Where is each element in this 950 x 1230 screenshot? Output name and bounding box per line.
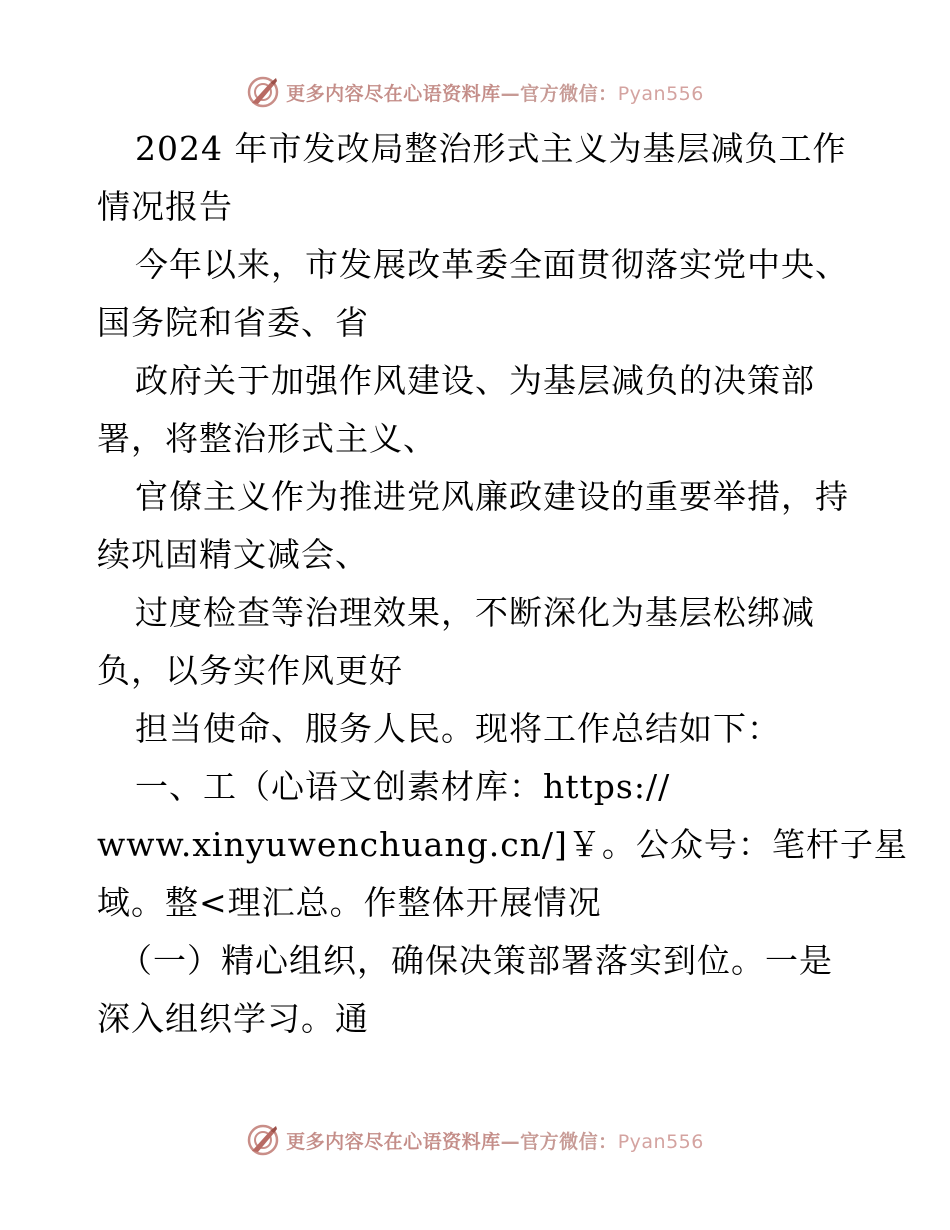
subsection-line: （一）精心组织，确保决策部署落实到位。一是 xyxy=(119,941,833,980)
header-watermark xyxy=(0,72,950,112)
title-line-1: 2024 年市发改局整治形式主义为基层减负工作 xyxy=(135,129,847,168)
paragraph-line: 政府关于加强作风建设、为基层减负的决策部 xyxy=(135,361,815,400)
paragraph-line: 负，以务实作风更好 xyxy=(97,651,403,690)
watermark-brand: 更多内容尽在心语资料库 xyxy=(286,1130,501,1153)
section-heading-line: 一、工（心语文创素材库：https:// xyxy=(135,767,671,806)
paragraph-line: 续巩固精文减会、 xyxy=(97,535,369,574)
watermark-text xyxy=(286,79,704,106)
paragraph-line: 署，将整治形式主义、 xyxy=(97,419,437,458)
seal-logo-icon xyxy=(246,75,280,109)
paragraph-line: 过度检查等治理效果，不断深化为基层松绑减 xyxy=(135,593,815,632)
watermark-dash: — xyxy=(500,82,521,105)
document-body xyxy=(97,120,908,1048)
footer-watermark xyxy=(0,1120,950,1160)
watermark-label: 官方微信： xyxy=(520,1130,618,1153)
paragraph-line: 担当使命、服务人民。现将工作总结如下： xyxy=(135,709,781,748)
watermark-id: Pyan556 xyxy=(617,1130,704,1153)
watermark-label: 官方微信： xyxy=(520,82,618,105)
seal-logo-icon xyxy=(246,1123,280,1157)
watermark-id: Pyan556 xyxy=(617,82,704,105)
title-line-2: 情况报告 xyxy=(97,187,233,226)
watermark-text xyxy=(286,1127,704,1154)
watermark-brand: 更多内容尽在心语资料库 xyxy=(286,82,501,105)
watermark-dash: — xyxy=(500,1130,521,1153)
paragraph-line: 官僚主义作为推进党风廉政建设的重要举措，持 xyxy=(135,477,849,516)
section-heading-line: 域。整<理汇总。作整体开展情况 xyxy=(97,883,602,922)
paragraph-line: 今年以来，市发展改革委全面贯彻落实党中央、 xyxy=(135,245,849,284)
paragraph-line: 国务院和省委、省 xyxy=(97,303,369,342)
section-heading-line: www.xinyuwenchuang.cn/]￥。公众号：笔杆子星 xyxy=(97,825,908,864)
subsection-line: 深入组织学习。通 xyxy=(97,999,369,1038)
